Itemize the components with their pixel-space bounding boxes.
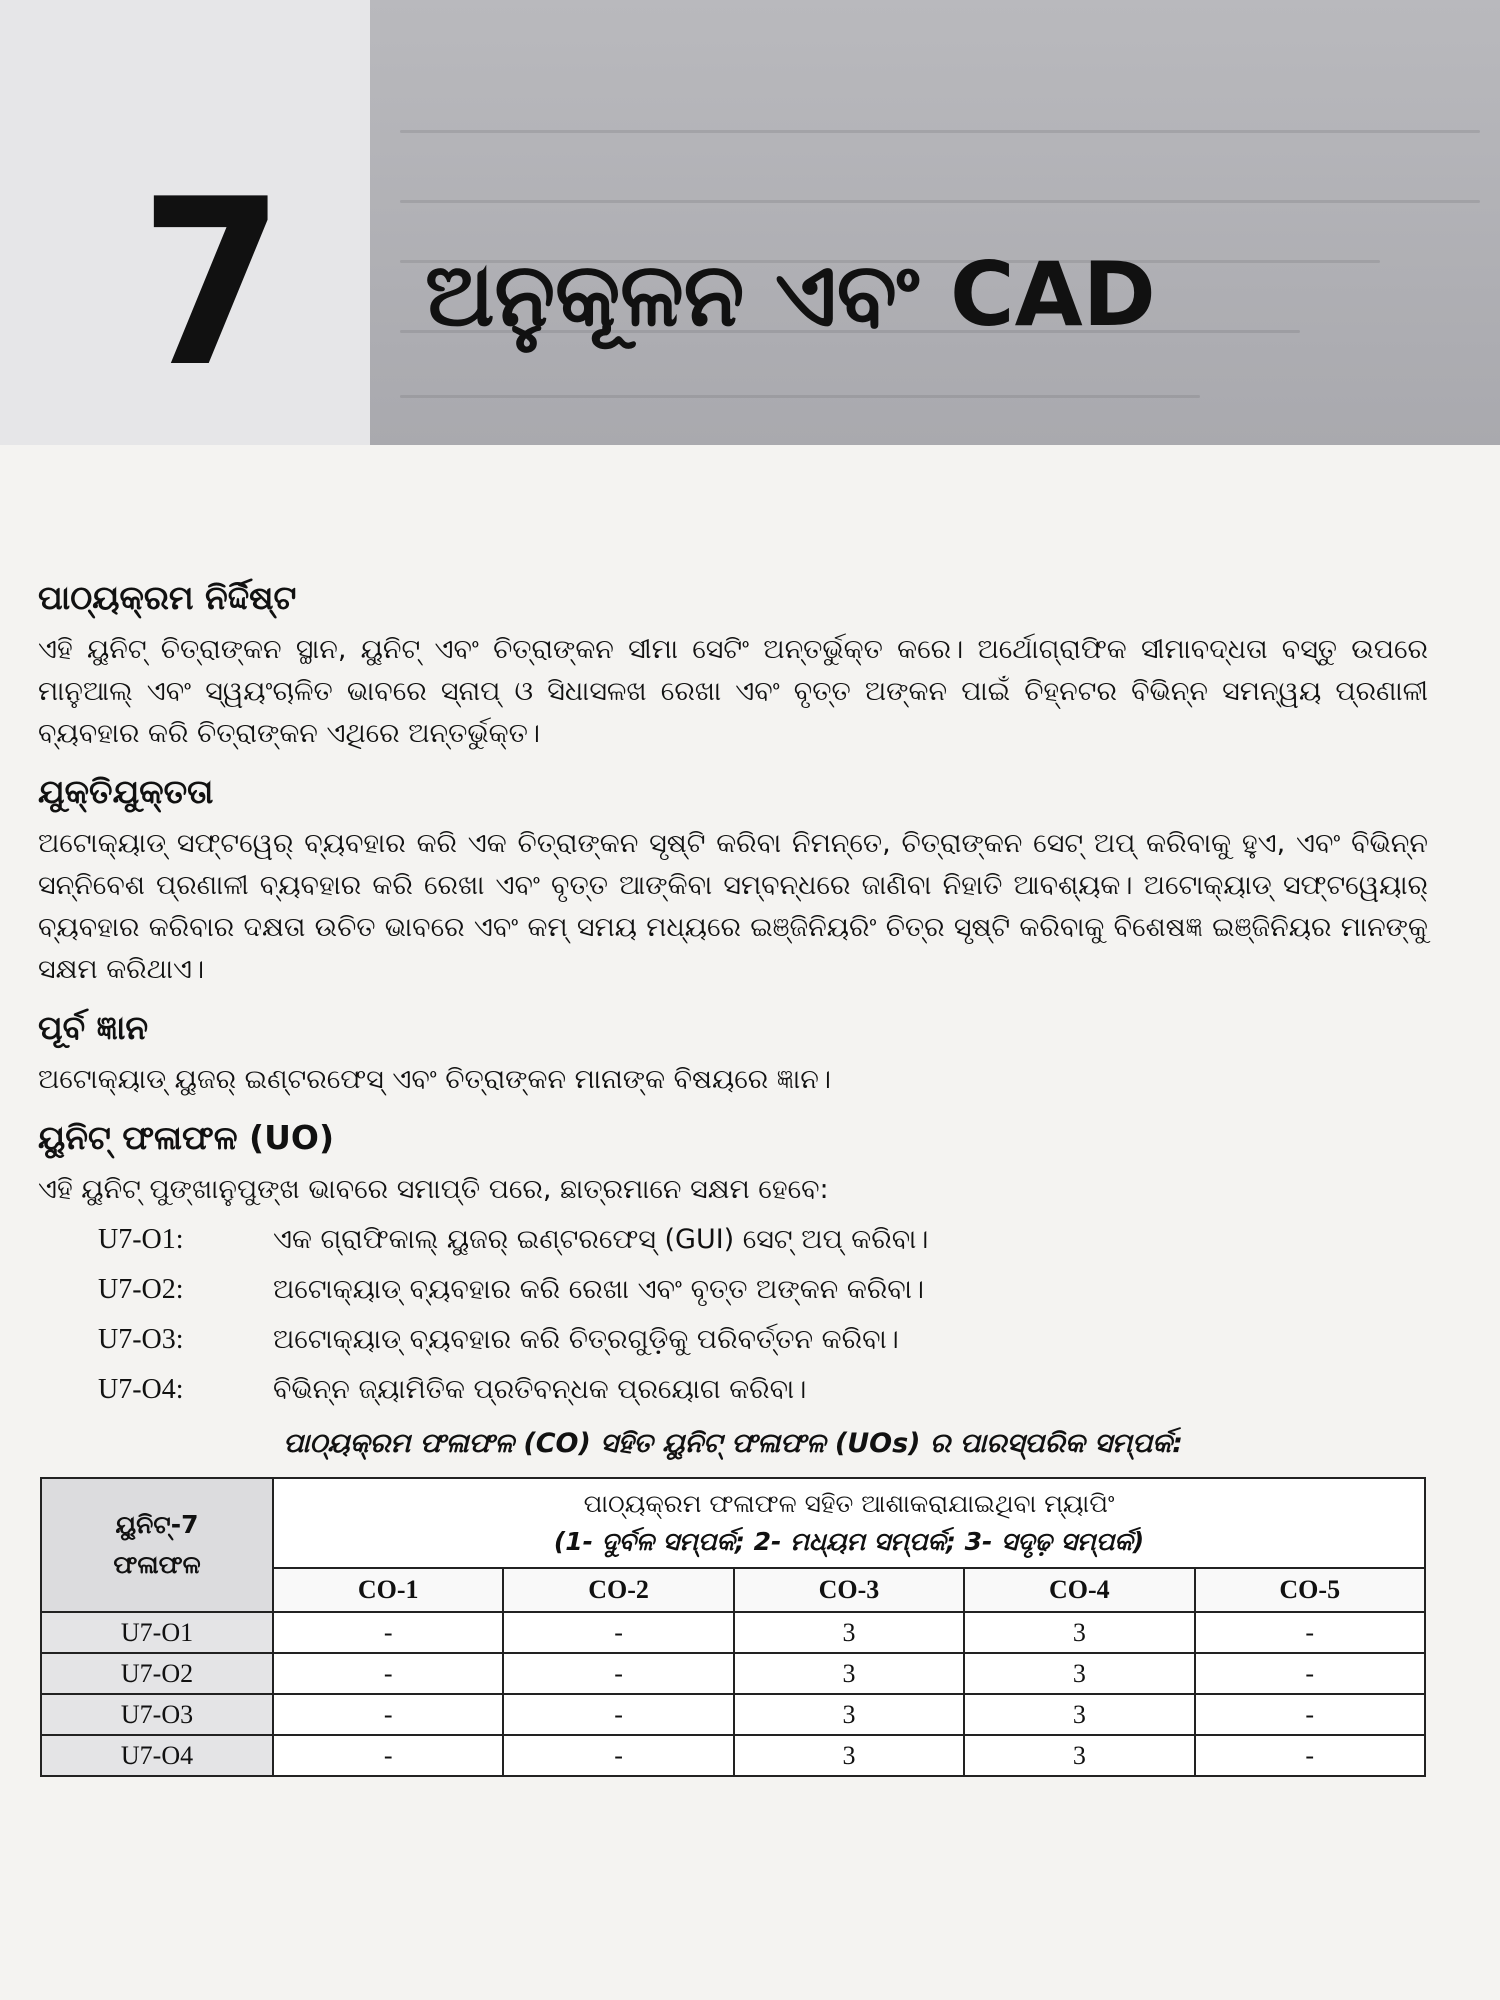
table-header-row [41,1478,1425,1568]
table-cell: 3 [734,1735,964,1776]
column-header-co1: CO-1 [273,1568,503,1612]
table-cell: - [273,1694,503,1735]
list-item [98,1315,1428,1365]
rationale-text: ଅଟୋକ୍ୟାଡ୍ ସଫ୍ଟୱେର୍ ବ୍ୟବହାର କରି ଏକ ଚିତ୍ରାଙ୍କନ ସୃଷ୍ଟି କରିବା ନିମନ୍ତେ, ଚିତ୍ରାଙ୍କନ ସେଟ୍ ଅପ୍ କରିବାକୁ ହୁଏ, ଏବଂ ବିଭିନ୍ନ ସନ୍ନିବେଶ ପ୍ରଣାଳୀ ବ୍ୟବହାର କରି ରେଖା ଏବଂ ବୃତ୍ତ ଆଙ୍କିବା ସମ୍ବନ୍ଧରେ ଜାଣିବା ନିହାତି ଆବଶ୍ୟକ। ଅଟୋକ୍ୟାଡ୍ ସଫ୍ଟୱେୟାର୍ ବ୍ୟବହାର କରିବାର ଦକ୍ଷତା ଉଚିତ ଭାବରେ ଏବଂ କମ୍ ସମୟ ମଧ୍ୟରେ ଇଞ୍ଜିନିୟରିଂ ଚିତ୍ର ସୃଷ୍ଟି କରିବାକୁ ବିଶେଷଜ୍ଞ ଇଞ୍ଜିନିୟର ମାନଙ୍କୁ ସକ୍ଷମ କରିଥାଏ। [38,828,1428,985]
chapter-number: 7 [140,151,285,418]
table-caption: ପାଠ୍ୟକ୍ରମ ଫଳାଫଳ (CO) ସହିତ ୟୁନିଟ୍ ଫଳାଫଳ (UOs) ର ପାରସ୍ପରିକ ସମ୍ପର୍କ: [283,1428,1183,1459]
outcome-code: U7-O4: [98,1374,184,1405]
table-row [41,1735,1425,1776]
bleed-through-line [400,395,1200,398]
unit-outcome-header [41,1478,273,1612]
table-cell: - [1195,1694,1426,1735]
outcome-code: U7-O2: [98,1274,184,1305]
bleed-through-line [400,130,1480,133]
section-heading-prior-knowledge: ପୂର୍ବ ଜ୍ଞାନ [38,1008,149,1047]
table-cell: 3 [734,1653,964,1694]
table-cell: - [273,1735,503,1776]
chapter-title: ଅନୁକୂଳନ ଏବଂ CAD [425,243,1156,346]
table-cell: - [503,1694,733,1735]
table-row [41,1612,1425,1653]
column-header-co2: CO-2 [503,1568,733,1612]
row-label: U7-O1 [41,1612,273,1653]
row-label: U7-O3 [41,1694,273,1735]
list-item [98,1215,1428,1265]
section-heading-rationale: ଯୁକ୍ତିଯୁକ୍ତତା [38,772,214,811]
column-header-co3: CO-3 [734,1568,964,1612]
section-heading-course-directive: ପାଠ୍ୟକ୍ରମ ନିର୍ଦ୍ଦିଷ୍ଟ [38,578,297,617]
unit-outcome-header-line2: ଫଳାଫଳ [113,1550,201,1579]
outcome-text: ଏକ ଗ୍ରାଫିକାଲ୍ ୟୁଜର୍ ଇଣ୍ଟରଫେସ୍ (GUI) ସେଟ୍ ଅପ୍ କରିବା। [273,1224,929,1255]
table-cell: 3 [734,1694,964,1735]
chapter-content [38,575,1428,1777]
column-header-co4: CO-4 [964,1568,1194,1612]
outcome-text: ଅଟୋକ୍ୟାଡ୍ ବ୍ୟବହାର କରି ଚିତ୍ରଗୁଡ଼ିକୁ ପରିବର୍ତ୍ତନ କରିବା। [273,1324,899,1355]
outcome-text: ବିଭିନ୍ନ ଜ୍ୟାମିତିକ ପ୍ରତିବନ୍ଧକ ପ୍ରୟୋଗ କରିବା। [273,1374,807,1405]
table-cell: - [503,1735,733,1776]
table-cell: - [503,1612,733,1653]
row-label: U7-O2 [41,1653,273,1694]
row-label: U7-O4 [41,1735,273,1776]
mapping-legend: (1- ଦୁର୍ବଳ ସମ୍ପର୍କ; 2- ମଧ୍ୟମ ସମ୍ପର୍କ; 3- ସଦୃଢ଼ ସମ୍ପର୍କ) [553,1527,1145,1556]
section-heading-unit-outcomes: ୟୁନିଟ୍ ଫଳାଫଳ (UO) [38,1118,335,1157]
outcome-code: U7-O3: [98,1324,184,1355]
table-cell: - [503,1653,733,1694]
table-cell: 3 [964,1694,1194,1735]
table-cell: 3 [964,1735,1194,1776]
list-item [98,1365,1428,1415]
table-row [41,1694,1425,1735]
table-cell: - [1195,1653,1426,1694]
table-cell: - [273,1653,503,1694]
unit-outcomes-intro: ଏହି ୟୁନିଟ୍ ପୁଙ୍ଖାନୁପୁଙ୍ଖ ଭାବରେ ସମାପ୍ତି ପରେ, ଛାତ୍ରମାନେ ସକ୍ଷମ ହେବେ: [38,1174,829,1205]
table-cell: - [273,1612,503,1653]
unit-outcomes-list [98,1215,1428,1415]
bleed-through-line [400,200,1480,203]
chapter-title-banner [370,0,1500,445]
prior-knowledge-text: ଅଟୋକ୍ୟାଡ୍ ୟୁଜର୍ ଇଣ୍ଟରଫେସ୍ ଏବଂ ଚିତ୍ରାଙ୍କନ ମାନାଙ୍କ ବିଷୟରେ ଜ୍ଞାନ। [38,1064,832,1095]
list-item [98,1265,1428,1315]
table-cell: - [1195,1735,1426,1776]
table-row [41,1653,1425,1694]
outcome-code: U7-O1: [98,1224,184,1255]
mapping-header [273,1478,1425,1568]
outcome-text: ଅଟୋକ୍ୟାଡ୍ ବ୍ୟବହାର କରି ରେଖା ଏବଂ ବୃତ୍ତ ଅଙ୍କନ କରିବା। [273,1274,924,1305]
column-header-co5: CO-5 [1195,1568,1426,1612]
table-cell: 3 [734,1612,964,1653]
table-cell: - [1195,1612,1426,1653]
mapping-title: ପାଠ୍ୟକ୍ରମ ଫଳାଫଳ ସହିତ ଆଶାକରାଯାଇଥିବା ମ୍ୟାପିଂ [583,1489,1115,1518]
unit-outcome-header-line1: ୟୁନିଟ୍-7 [115,1510,199,1539]
table-cell: 3 [964,1612,1194,1653]
co-uo-mapping-table [40,1477,1426,1777]
table-cell: 3 [964,1653,1194,1694]
course-directive-text: ଏହି ୟୁନିଟ୍ ଚିତ୍ରାଙ୍କନ ସ୍ଥାନ, ୟୁନିଟ୍ ଏବଂ ଚିତ୍ରାଙ୍କନ ସୀମା ସେଟିଂ ଅନ୍ତର୍ଭୁକ୍ତ କରେ। ଅର୍ଥୋଗ୍ରାଫିକ ସୀମାବଦ୍ଧତା ବସ୍ତୁ ଉପରେ ମାନୁଆଲ୍ ଏବଂ ସ୍ୱୟଂଚାଳିତ ଭାବରେ ସ୍ନାପ୍ ଓ ସିଧାସଳଖ ରେଖା ଏବଂ ବୃତ୍ତ ଅଙ୍କନ ପାଇଁ ଚିହ୍ନଟର ବିଭିନ୍ନ ସମନ୍ୱୟ ପ୍ରଣାଳୀ ବ୍ୟବହାର କରି ଚିତ୍ରାଙ୍କନ ଏଥିରେ ଅନ୍ତର୍ଭୁକ୍ତ। [38,634,1428,749]
